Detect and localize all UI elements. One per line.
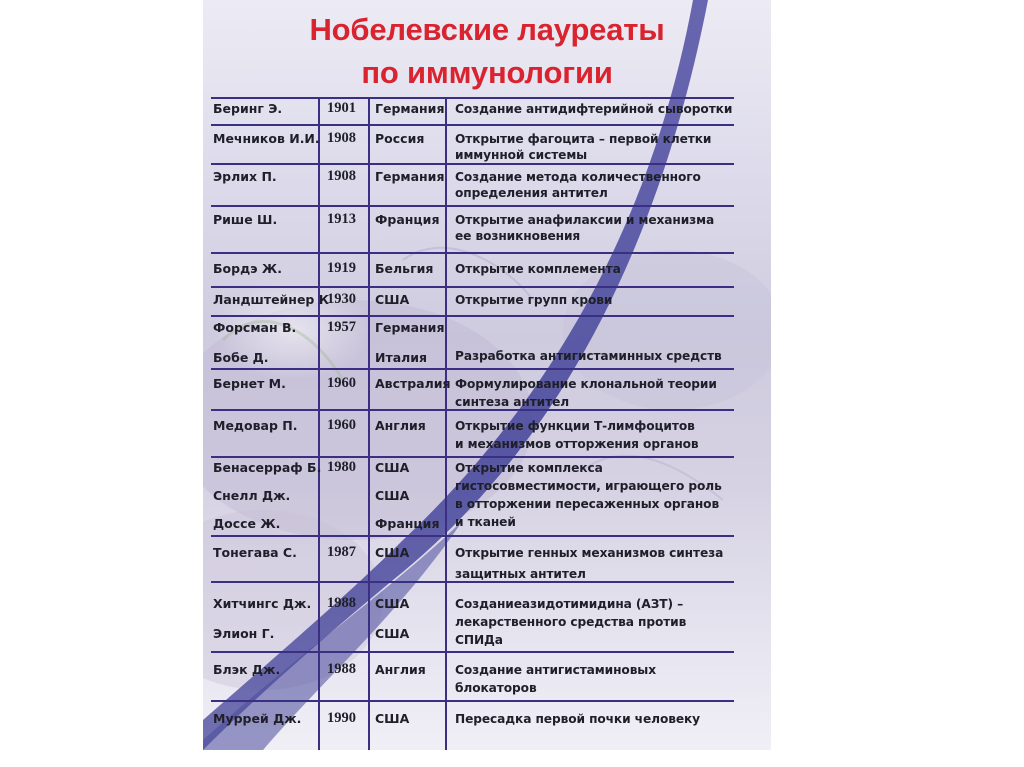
row-divider	[211, 205, 734, 207]
discovery-description: и механизмов отторжения органов	[455, 437, 699, 451]
discovery-description: ее возникновения	[455, 229, 581, 243]
country: Англия	[375, 662, 426, 677]
laureate-name: Блэк Дж.	[213, 662, 281, 677]
discovery-description: иммунной системы	[455, 148, 588, 162]
discovery-description: синтеза антител	[455, 395, 570, 409]
discovery-description: блокаторов	[455, 681, 537, 695]
country: Германия	[375, 101, 445, 116]
discovery-description: защитных антител	[455, 567, 586, 581]
discovery-description: Открытие генных механизмов синтеза	[455, 546, 724, 560]
discovery-description: Открытие комплемента	[455, 262, 621, 276]
row-divider	[211, 315, 734, 317]
country: США	[375, 545, 410, 560]
discovery-description: в отторжении пересаженных органов	[455, 497, 720, 511]
row-divider	[211, 651, 734, 653]
award-year: 1960	[327, 375, 356, 391]
award-year: 1957	[327, 319, 356, 335]
country: Франция	[375, 516, 440, 531]
country: Бельгия	[375, 261, 434, 276]
award-year: 1988	[327, 661, 356, 677]
laureate-name: Мечников И.И.	[213, 131, 320, 146]
laureate-name: Снелл Дж.	[213, 488, 291, 503]
country: Россия	[375, 131, 425, 146]
country: США	[375, 711, 410, 726]
award-year: 1908	[327, 168, 356, 184]
discovery-description: Пересадка первой почки человеку	[455, 712, 701, 726]
laureate-name: Ландштейнер К	[213, 292, 329, 307]
discovery-description: Открытие комплекса	[455, 461, 603, 475]
row-divider	[211, 124, 734, 126]
laureate-name: Бордэ Ж.	[213, 261, 282, 276]
row-divider	[211, 97, 734, 99]
laureate-name: Бернет М.	[213, 376, 286, 391]
discovery-description: Открытие фагоцита – первой клетки	[455, 132, 712, 146]
laureates-table	[203, 0, 771, 750]
discovery-description: Формулирование клональной теории	[455, 377, 717, 391]
discovery-description: определения антител	[455, 186, 608, 200]
laureate-name: Доссе Ж.	[213, 516, 281, 531]
laureate-name: Эрлих П.	[213, 169, 277, 184]
country: США	[375, 488, 410, 503]
award-year: 1908	[327, 130, 356, 146]
row-divider	[211, 456, 734, 458]
column-divider	[318, 97, 320, 750]
country: Англия	[375, 418, 426, 433]
laureate-name: Бобе Д.	[213, 350, 269, 365]
award-year: 1930	[327, 291, 356, 307]
row-divider	[211, 535, 734, 537]
discovery-description: Разработка антигистаминных средств	[455, 349, 722, 363]
row-divider	[211, 368, 734, 370]
laureate-name: Элион Г.	[213, 626, 275, 641]
award-year: 1919	[327, 260, 356, 276]
country: Италия	[375, 350, 428, 365]
discovery-description: Создание метода количественного	[455, 170, 701, 184]
discovery-description: Открытие анафилаксии и механизма	[455, 213, 715, 227]
country: Германия	[375, 169, 445, 184]
laureate-name: Тонегава С.	[213, 545, 297, 560]
discovery-description: Создание антигистаминовых	[455, 663, 656, 677]
laureate-name: Форсман В.	[213, 320, 297, 335]
laureate-name: Хитчингс Дж.	[213, 596, 312, 611]
award-year: 1901	[327, 100, 356, 116]
country: Франция	[375, 212, 440, 227]
laureate-name: Беринг Э.	[213, 101, 283, 116]
award-year: 1980	[327, 459, 356, 475]
award-year: 1987	[327, 544, 356, 560]
discovery-description: Созданиеазидотимидина (АЗТ) –	[455, 597, 684, 611]
row-divider	[211, 286, 734, 288]
discovery-description: Создание антидифтерийной сыворотки	[455, 102, 733, 116]
country: США	[375, 596, 410, 611]
country: Германия	[375, 320, 445, 335]
laureate-name: Рише Ш.	[213, 212, 278, 227]
row-divider	[211, 163, 734, 165]
country: США	[375, 292, 410, 307]
discovery-description: и тканей	[455, 515, 516, 529]
row-divider	[211, 700, 734, 702]
column-divider	[445, 97, 447, 750]
award-year: 1960	[327, 417, 356, 433]
country: Австралия	[375, 376, 451, 391]
discovery-description: лекарственного средства против	[455, 615, 687, 629]
discovery-description: Открытие групп крови	[455, 293, 613, 307]
award-year: 1990	[327, 710, 356, 726]
row-divider	[211, 252, 734, 254]
slide	[203, 0, 771, 750]
laureate-name: Медовар П.	[213, 418, 298, 433]
discovery-description: СПИДа	[455, 633, 503, 647]
award-year: 1913	[327, 211, 356, 227]
laureate-name: Муррей Дж.	[213, 711, 302, 726]
laureate-name: Бенасерраф Б.	[213, 460, 322, 475]
discovery-description: Открытие функции Т-лимфоцитов	[455, 419, 695, 433]
column-divider	[368, 97, 370, 750]
discovery-description: гистосовместимости, играющего роль	[455, 479, 722, 493]
title-line-1: Нобелевские лауреаты	[309, 12, 665, 47]
award-year: 1988	[327, 595, 356, 611]
title-line-2: по иммунологии	[361, 55, 613, 90]
country: США	[375, 460, 410, 475]
country: США	[375, 626, 410, 641]
